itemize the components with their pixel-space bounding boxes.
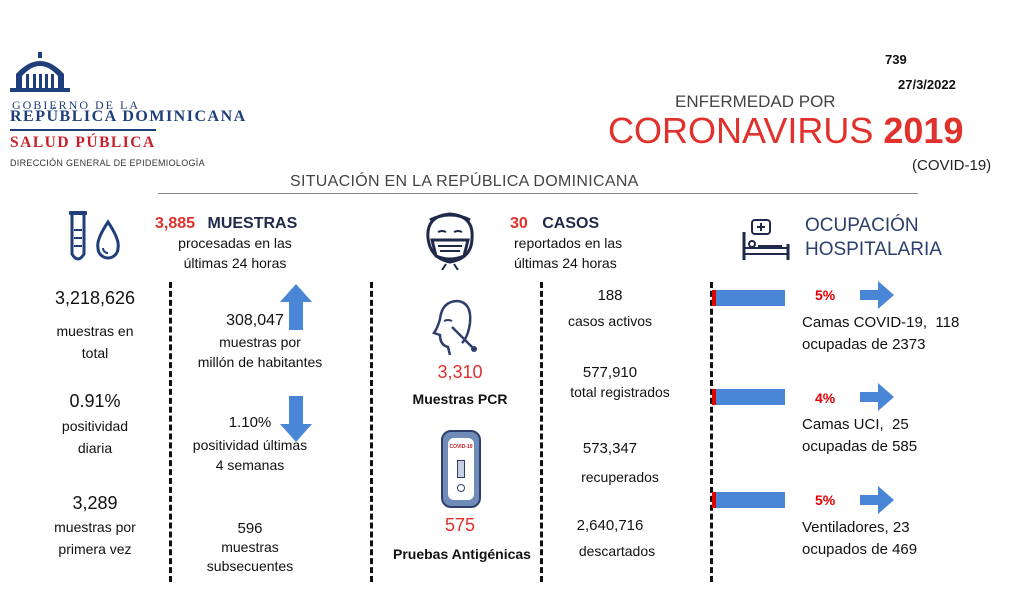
ocupacion-pct-2: 4%	[815, 390, 836, 406]
ocupacion-desc-1-line2: ocupadas de 2373	[802, 336, 926, 353]
arrow-right-icon	[860, 383, 894, 416]
ocupacion-bar-3	[712, 492, 785, 508]
title-line1: ENFERMEDAD POR	[675, 92, 836, 111]
ocupacion-desc-1	[802, 312, 959, 356]
subsecuentes-value: 596	[237, 520, 263, 537]
pos4-label2: 4 semanas	[215, 457, 285, 473]
page-subtitle: SITUACIÓN EN LA REPÚBLICA DOMINICANA	[290, 173, 639, 190]
primera-vez-value: 3,289	[72, 493, 118, 513]
ocupacion-pct-1: 5%	[815, 287, 836, 303]
ocupacion-desc-2	[802, 414, 917, 458]
subsecuentes-label1: muestras	[221, 539, 279, 555]
millon-label1: muestras por	[219, 334, 301, 350]
dome-icon	[10, 52, 70, 96]
subtitle-rule	[158, 193, 918, 194]
antigen-value: 575	[444, 515, 476, 535]
registrados-label: total registrados	[570, 384, 670, 400]
title-coronavirus: CORONAVIRUS	[608, 110, 874, 151]
ocupacion-bar-2	[712, 389, 785, 405]
muestras-header	[155, 215, 297, 233]
casos-title: CASOS	[542, 215, 600, 232]
antigen-test-icon	[441, 430, 481, 508]
logo-line4: DIRECCIÓN GENERAL DE EPIDEMIOLOGÍA	[10, 158, 205, 168]
muestras-title: MUESTRAS	[207, 215, 298, 232]
muestras-total-label1: muestras en	[56, 323, 134, 339]
ocupacion-desc-3-line2: ocupados de 469	[802, 541, 918, 558]
positividad-label1: positividad	[61, 418, 129, 434]
logo-divider	[10, 129, 156, 131]
pcr-label: Muestras PCR	[412, 391, 508, 407]
muestras-total-label	[30, 320, 160, 364]
ocupacion-bar-1	[712, 290, 785, 306]
antigen-window	[457, 460, 465, 478]
pos4-label	[180, 435, 320, 475]
primera-vez-label1: muestras por	[54, 519, 136, 535]
pcr-value: 3,310	[437, 362, 483, 382]
ocupacion-desc-2-line1: Camas UCI, 25	[802, 416, 909, 433]
muestras-desc2: últimas 24 horas	[183, 255, 287, 271]
logo-line2: REPÚBLICA DOMINICANA	[10, 108, 247, 125]
divider-dashed-4	[710, 282, 713, 582]
report-date: 27/3/2022	[898, 77, 956, 92]
millon-value: 308,047	[226, 312, 284, 329]
subsecuentes-label	[190, 538, 310, 576]
primera-vez-label2: primera vez	[58, 541, 132, 557]
title-main	[608, 110, 963, 152]
subsecuentes-label2: subsecuentes	[206, 558, 294, 574]
ocupacion-desc-3	[802, 517, 917, 561]
antigen-well	[457, 484, 465, 492]
ocupacion-desc-2-line2: ocupadas de 585	[802, 438, 918, 455]
descartados-value: 2,640,716	[576, 517, 644, 534]
muestras-count: 3,885	[155, 215, 196, 232]
casos-desc	[514, 233, 664, 273]
registrados-value: 577,910	[582, 364, 638, 381]
casos-desc2: últimas 24 horas	[514, 255, 617, 271]
ocupacion-desc-1-line1: Camas COVID-19, 118	[802, 314, 960, 331]
pos4-label1: positividad últimas	[192, 437, 308, 453]
masked-face-icon	[420, 208, 480, 275]
ocupacion-pct-3: 5%	[815, 492, 836, 508]
test-tube-icon	[66, 210, 126, 271]
hospital-bed-icon	[742, 218, 790, 267]
ocupacion-title	[805, 214, 942, 262]
positividad-label2: diaria	[77, 440, 113, 456]
ocupacion-title2: HOSPITALARIA	[805, 239, 942, 260]
nasal-swab-icon	[428, 297, 488, 362]
antigen-card	[448, 438, 474, 500]
positividad-label	[30, 415, 160, 459]
divider-dashed-1	[169, 282, 172, 582]
antigen-label: Pruebas Antigénicas	[393, 546, 531, 562]
casos-header	[510, 215, 599, 233]
logo-line1: GOBIERNO DE LA	[12, 98, 140, 112]
arrow-right-icon	[860, 486, 894, 519]
report-number: 739	[885, 52, 907, 67]
government-logo	[10, 52, 70, 101]
arrow-right-icon	[860, 281, 894, 314]
millon-label2: millón de habitantes	[197, 354, 323, 370]
ocupacion-desc-3-line1: Ventiladores, 23	[802, 519, 910, 536]
pos4-value: 1.10%	[228, 414, 272, 431]
millon-label	[180, 332, 340, 372]
muestras-total-value: 3,218,626	[54, 288, 136, 308]
recuperados-label: recuperados	[581, 469, 659, 485]
primera-vez-label	[30, 516, 160, 560]
casos-desc1: reportados en las	[514, 235, 623, 251]
logo-line3: SALUD PÚBLICA	[10, 134, 156, 151]
divider-dashed-2	[370, 282, 373, 582]
activos-label: casos activos	[567, 313, 653, 329]
title-sub: (COVID-19)	[912, 157, 992, 174]
title-year: 2019	[883, 110, 964, 151]
casos-count: 30	[510, 215, 528, 232]
activos-value: 188	[597, 287, 623, 304]
muestras-total-label2: total	[81, 345, 109, 361]
recuperados-value: 573,347	[582, 440, 638, 457]
descartados-label: descartados	[578, 543, 656, 559]
muestras-desc	[160, 233, 310, 273]
antigen-card-text: COVID-19	[449, 444, 473, 450]
muestras-desc1: procesadas en las	[178, 235, 292, 251]
positividad-value: 0.91%	[69, 391, 121, 411]
ocupacion-title1: OCUPACIÓN	[805, 215, 919, 236]
